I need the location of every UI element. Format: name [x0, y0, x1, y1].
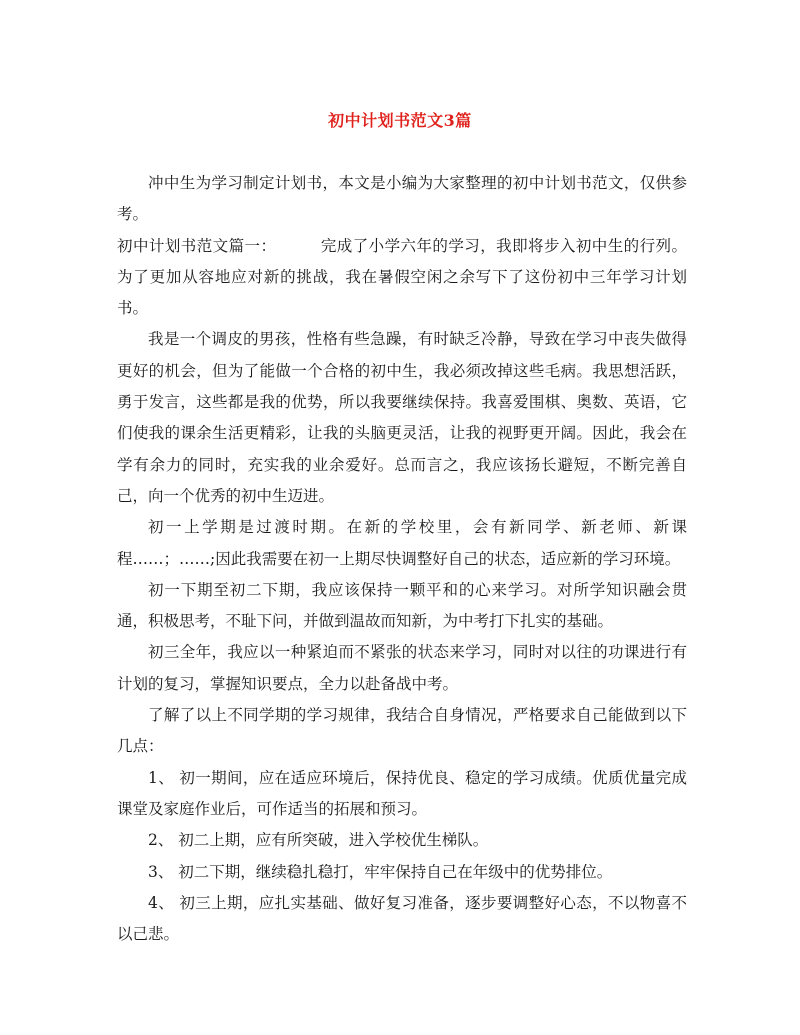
third-year-paragraph: 初三全年，我应以一种紧迫而不紧张的状态来学习，同时对以往的功课进行有计划的复习，掌握知识要点，全力以赴备战中考。 — [117, 643, 687, 693]
second-term-paragraph: 初一下期至初二下期，我应该保持一颗平和的心来学习。对所学知识融会贯通，积极思考，不耻下问，并做到温故而知新，为中考打下扎实的基础。 — [117, 580, 687, 631]
list-item: 2、 初二上期，应有所突破，进入学校优生梯队。 — [148, 831, 489, 850]
list-item: 1、 初一期间，应在适应环境后，保持优良、稳定的学习成绩。优质优量完成课堂及家庭作业后，可作适当的拓展和预习。 — [117, 768, 687, 818]
document-title: 初中计划书范文3篇 — [328, 111, 472, 130]
intro-paragraph: 冲中生为学习制定计划书，本文是小编为大家整理的初中计划书范文，仅供参考。 — [117, 174, 687, 224]
list-item: 3、 初二下期，继续稳扎稳打，牢牢保持自己在年级中的优势排位。 — [148, 862, 613, 881]
first-term-paragraph: 初一上学期是过渡时期。在新的学校里，会有新同学、新老师、新课程……；……;因此我需要在初一上期尽快调整好自己的状态，适应新的学习环境。 — [117, 518, 687, 568]
section-first-text: 完成了小学六年的学习，我即将步入初中生的行列。为了更加从容地应对新的挑战，我在暑假空闲之余写下了这份初中三年学习计划书。 — [117, 236, 687, 318]
self-description-paragraph: 我是一个调皮的男孩，性格有些急躁，有时缺乏冷静，导致在学习中丧失做得更好的机会，但为了能做一个合格的初中生，我必须改掉这些毛病。我思想活跃，勇于发言，这些都是我的优势，所以我要继续保持。我喜爱围棋、奥数、英语，它们使我的课余生活更精彩，让我的头脑更灵活，让我的视野更开阔。因此，我会在学有余力的同时，充实我的业余爱好。总而言之，我应该扬长避短，不断完善自己，向一个优秀的初中生迈进。 — [117, 330, 687, 505]
list-item: 4、 初三上期，应扎实基础、做好复习准备，逐步要调整好心态，不以物喜不以己悲。 — [117, 893, 687, 944]
section-label: 初中计划书范文篇一： — [117, 236, 277, 255]
section-one-paragraph — [117, 231, 687, 325]
summary-paragraph: 了解了以上不同学期的学习规律，我结合自身情况，严格要求自己能做到以下几点： — [117, 706, 687, 756]
document-body — [117, 168, 687, 950]
